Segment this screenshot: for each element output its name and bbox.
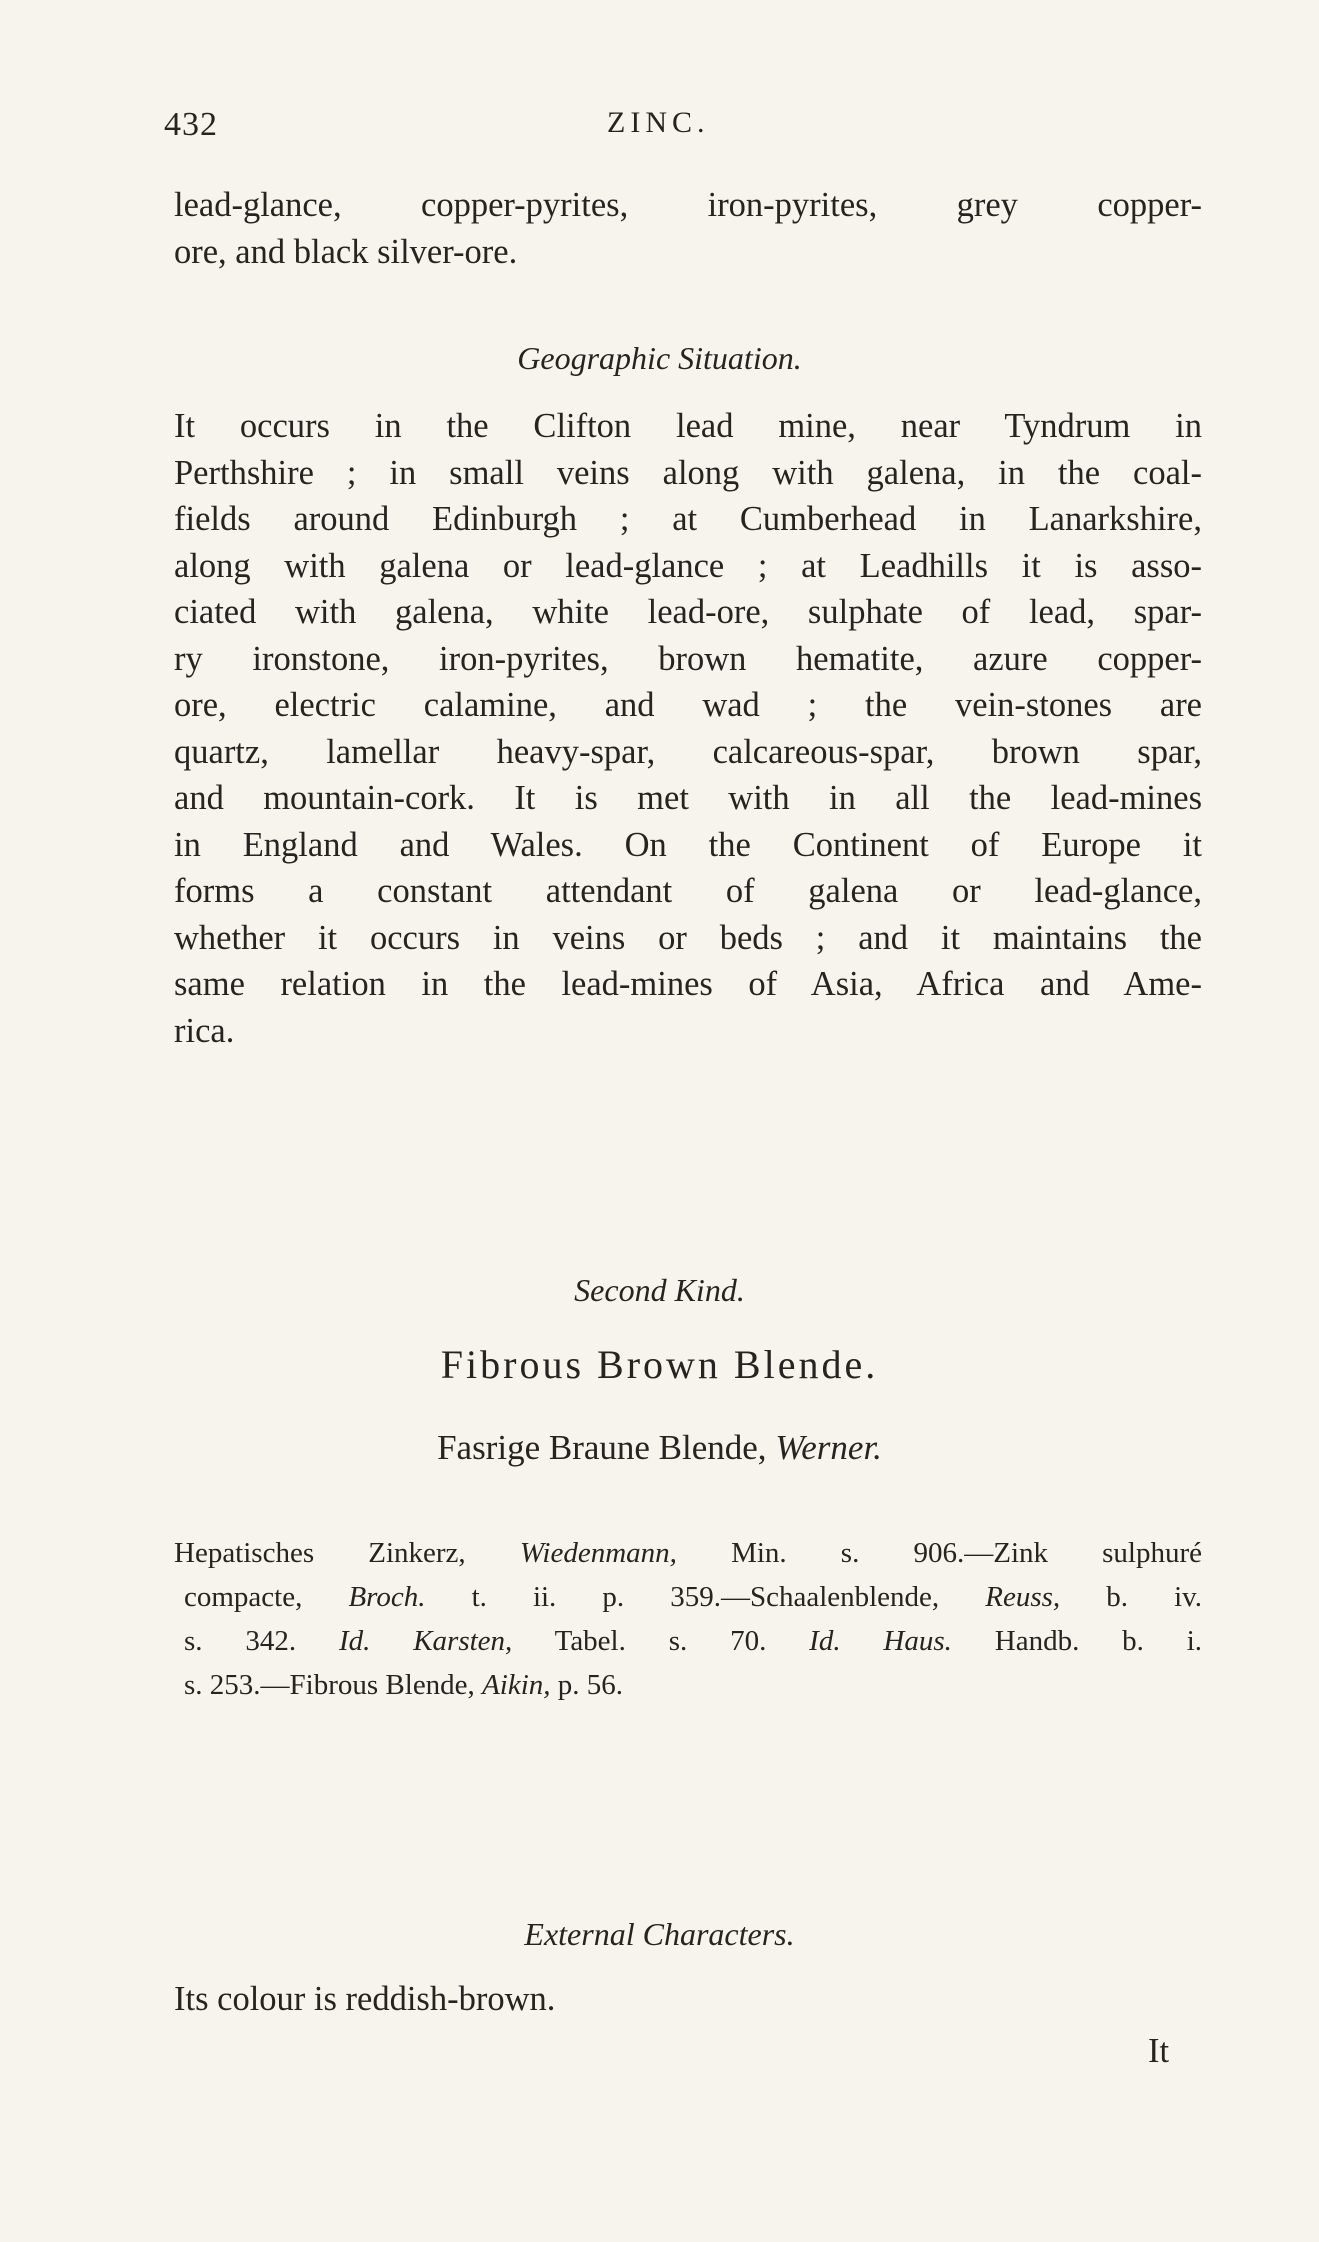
synonym-text: s. 342. <box>184 1625 297 1657</box>
synonym-text: p. 56. <box>557 1669 624 1701</box>
synonym-text: s. 253.—Fibrous Blende, <box>184 1669 475 1701</box>
synonym-text: Hepatisches Zinkerz, <box>174 1537 466 1569</box>
synonymy-line <box>174 1575 1202 1619</box>
synonym-text: t. ii. p. 359.—Schaalenblende, <box>471 1581 940 1613</box>
synonym-text: Min. s. 906.—Zink sulphuré <box>731 1537 1203 1569</box>
synonymy-line <box>174 1619 1202 1663</box>
text-line: ry ironstone, iron-pyrites, brown hematite, azure copper- <box>174 639 1202 678</box>
synonym-author: Reuss, <box>985 1581 1061 1613</box>
text-line: ore, electric calamine, and wad ; the vein-stones are <box>174 686 1202 724</box>
text-line: in England and Wales. On the Continent of Europe it <box>174 825 1202 864</box>
section-heading-second-kind: Second Kind. <box>574 1272 745 1308</box>
text-line: forms a constant attendant of galena or lead-glance, <box>174 872 1202 910</box>
text-line: lead-glance, copper-pyrites, iron-pyrites, grey copper- <box>174 186 1202 224</box>
synonym-author: Id. Haus. <box>809 1625 952 1657</box>
synonym-author: Id. Karsten, <box>338 1625 513 1657</box>
synonymy-line <box>174 1663 1202 1707</box>
text-line: fields around Edinburgh ; at Cumberhead in Lanarkshire, <box>174 500 1202 538</box>
text-line: quartz, lamellar heavy-spar, calcareous-spar, brown spar, <box>174 732 1202 771</box>
text-line: It occurs in the Clifton lead mine, near Tyndrum in <box>174 407 1202 445</box>
section-heading-external-characters: External Characters. <box>524 1916 795 1952</box>
german-name <box>0 1428 1319 1468</box>
running-head <box>164 106 1164 152</box>
catchword: It <box>1148 2032 1170 2070</box>
text-line: and mountain-cork. It is met with in all the lead-mines <box>174 779 1202 817</box>
text-line: Perthshire ; in small veins along with galena, in the coal- <box>174 453 1202 492</box>
text-line: ciated with galena, white lead-ore, sulphate of lead, spar- <box>174 593 1202 631</box>
synonymy-line <box>174 1531 1202 1575</box>
german-name-author: Werner. <box>775 1428 882 1467</box>
synonym-text: Handb. b. i. <box>994 1625 1203 1657</box>
german-name-text: Fasrige Braune Blende, <box>437 1428 767 1467</box>
text-line: ore, and black silver-ore. <box>174 232 518 271</box>
synonym-author: Broch. <box>348 1581 426 1613</box>
running-title: ZINC. <box>607 106 710 139</box>
paragraph-geographic-situation <box>174 403 1202 1054</box>
synonym-author: Wiedenmann, <box>519 1537 677 1569</box>
synonym-author: Aikin, <box>482 1669 551 1701</box>
synonym-text: Tabel. s. 70. <box>554 1625 767 1657</box>
text-line: rica. <box>174 1011 235 1050</box>
text-line: along with galena or lead-glance ; at Leadhills it is asso- <box>174 546 1202 585</box>
text-line: whether it occurs in veins or beds ; and it maintains the <box>174 918 1202 957</box>
colour-description: Its colour is reddish-brown. <box>174 1980 556 2018</box>
section-heading-geographic-situation: Geographic Situation. <box>517 340 802 376</box>
text-line: same relation in the lead-mines of Asia, Africa and Ame- <box>174 965 1202 1003</box>
synonym-text: compacte, <box>184 1581 303 1613</box>
mineral-title: Fibrous Brown Blende. <box>440 1342 879 1387</box>
synonymy-block <box>174 1531 1202 1707</box>
synonym-text: b. iv. <box>1106 1581 1203 1613</box>
page-number: 432 <box>164 106 218 143</box>
paragraph-continuation <box>174 182 1202 275</box>
